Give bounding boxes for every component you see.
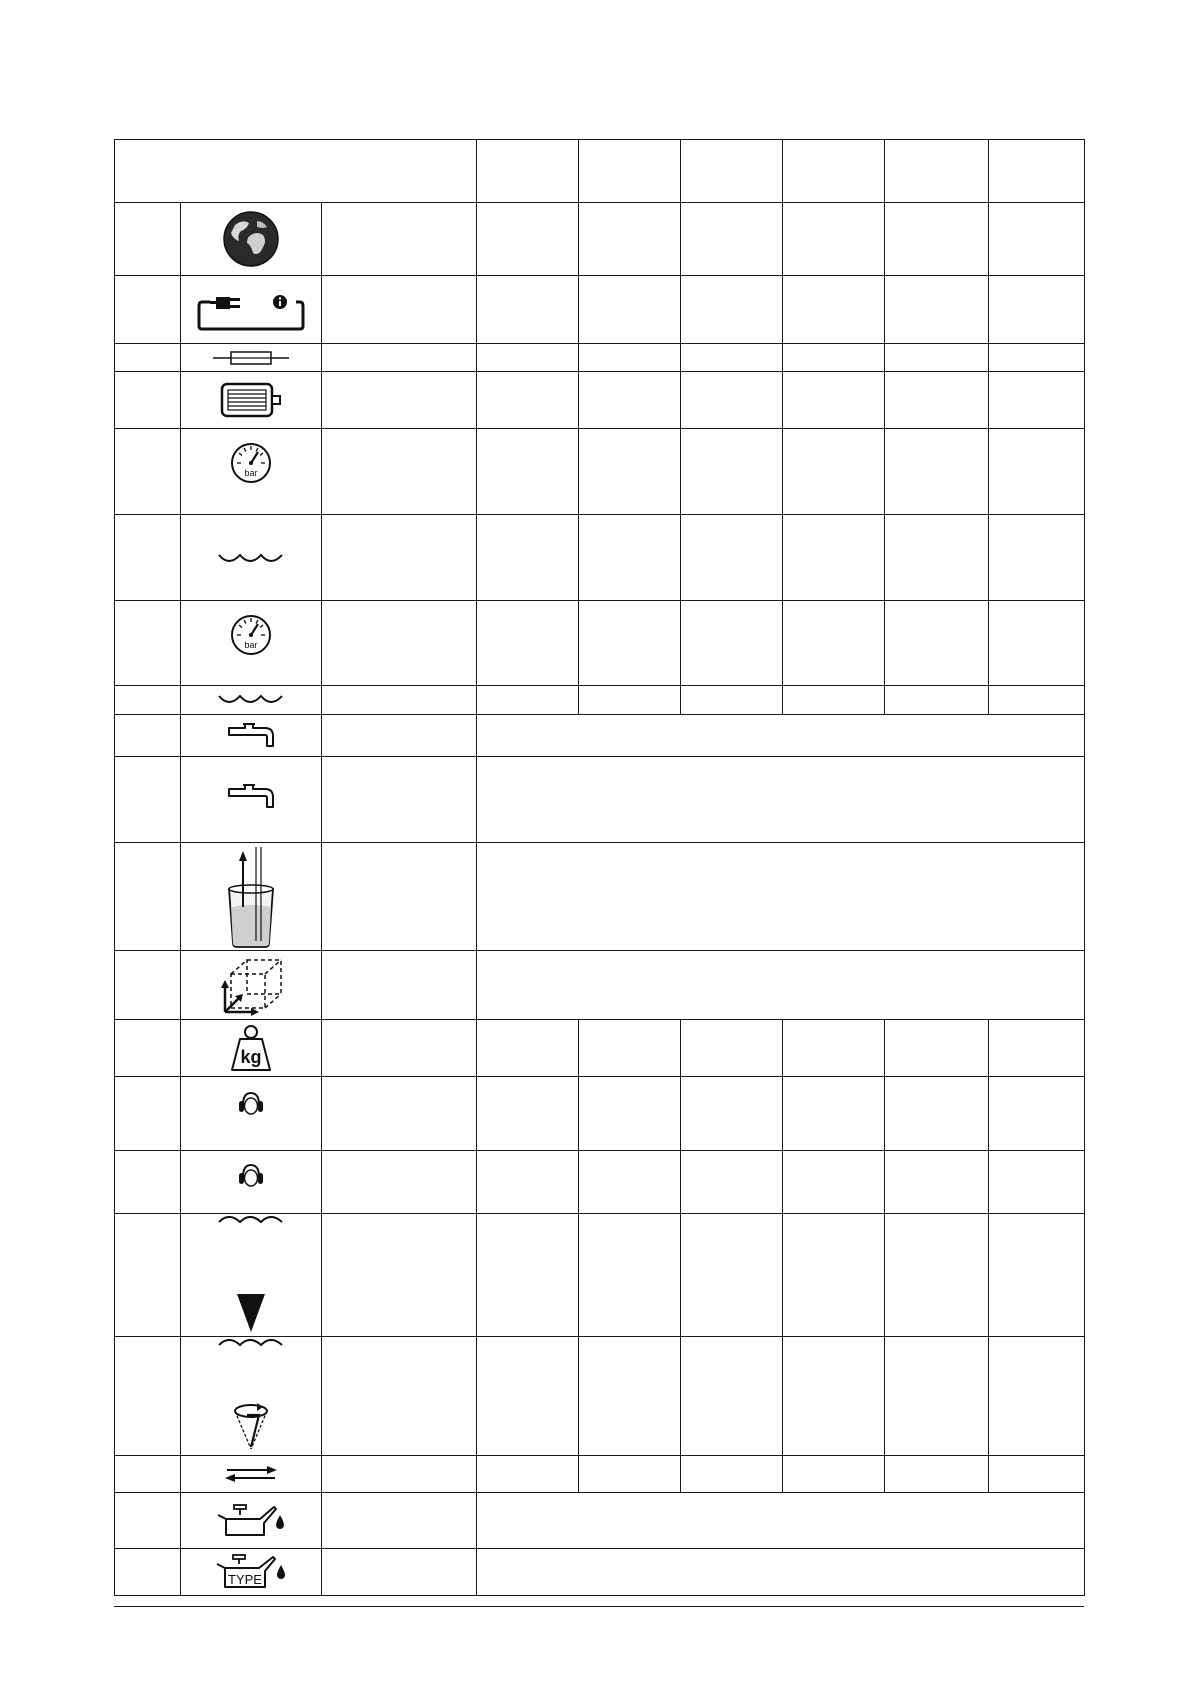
icon-cell — [181, 515, 322, 601]
pressure-gauge-bar-icon — [229, 441, 273, 485]
value-cell — [783, 686, 885, 715]
row-number-cell — [115, 1456, 181, 1493]
weight-kg-icon — [228, 1023, 274, 1073]
value-cell — [579, 686, 681, 715]
value-cell — [783, 1456, 885, 1493]
header-model-cell — [885, 140, 989, 203]
value-cell — [783, 429, 885, 515]
value-cell — [579, 344, 681, 372]
value-cell — [989, 344, 1085, 372]
value-cell — [989, 1214, 1085, 1337]
row-label — [322, 1077, 477, 1151]
table-row — [115, 601, 1085, 686]
value-cell — [681, 203, 783, 276]
value-cell — [885, 686, 989, 715]
value-cell — [681, 1151, 783, 1214]
value-cell — [579, 429, 681, 515]
icon-cell — [181, 686, 322, 715]
globe-icon — [221, 209, 281, 269]
flow-down-triangle-icon — [217, 1216, 285, 1334]
row-label — [322, 601, 477, 686]
value-cell — [783, 203, 885, 276]
icon-cell — [181, 1337, 322, 1456]
value-cell — [885, 515, 989, 601]
row-label — [322, 1456, 477, 1493]
value-cell — [989, 601, 1085, 686]
value-cell — [989, 1151, 1085, 1214]
value-cell — [477, 1337, 579, 1456]
icon-cell — [181, 429, 322, 515]
value-cell — [783, 1214, 885, 1337]
row-label — [322, 686, 477, 715]
row-label — [322, 203, 477, 276]
table-row — [115, 1456, 1085, 1493]
header-label-cell — [115, 140, 477, 203]
value-cell — [989, 276, 1085, 344]
value-cell — [579, 1077, 681, 1151]
row-number-cell — [115, 344, 181, 372]
row-label — [322, 843, 477, 951]
row-number-cell — [115, 515, 181, 601]
row-number-cell — [115, 843, 181, 951]
ear-protection-icon — [236, 1089, 266, 1119]
value-cell — [989, 1337, 1085, 1456]
icon-cell — [181, 1493, 322, 1549]
suction-glass-icon — [221, 845, 281, 949]
value-cell — [989, 429, 1085, 515]
row-number-cell — [115, 686, 181, 715]
row-label — [322, 715, 477, 757]
icon-cell — [181, 372, 322, 429]
icon-cell — [181, 203, 322, 276]
value-cell — [885, 1151, 989, 1214]
table-row — [115, 344, 1085, 372]
value-cell — [783, 1151, 885, 1214]
icon-cell — [181, 951, 322, 1020]
value-cell — [579, 1151, 681, 1214]
table-row — [115, 1337, 1085, 1456]
value-cell — [579, 276, 681, 344]
row-label — [322, 1337, 477, 1456]
value-cell — [989, 1456, 1085, 1493]
table-row — [115, 1549, 1085, 1596]
row-label — [322, 1549, 477, 1596]
header-model-cell — [989, 140, 1085, 203]
row-label — [322, 1020, 477, 1077]
row-number-cell — [115, 1020, 181, 1077]
value-cell — [477, 344, 579, 372]
svg-text:bar: bar — [244, 640, 258, 650]
table-row — [115, 1214, 1085, 1337]
icon-cell — [181, 1549, 322, 1596]
icon-cell — [181, 757, 322, 843]
value-cell — [681, 601, 783, 686]
table-row — [115, 276, 1085, 344]
value-cell — [579, 1337, 681, 1456]
value-cell — [885, 601, 989, 686]
table-row — [115, 1077, 1085, 1151]
value-cell — [477, 1077, 579, 1151]
value-cell — [885, 1337, 989, 1456]
merged-value-cell — [477, 843, 1085, 951]
table-row — [115, 372, 1085, 429]
technical-data-table — [114, 139, 1085, 1596]
power-plug-info-icon — [196, 288, 306, 332]
row-number-cell — [115, 1151, 181, 1214]
table-row — [115, 1493, 1085, 1549]
value-cell — [885, 276, 989, 344]
merged-value-cell — [477, 715, 1085, 757]
flow-rotation-icon — [217, 1339, 285, 1453]
row-number-cell — [115, 951, 181, 1020]
value-cell — [579, 1456, 681, 1493]
table-row — [115, 843, 1085, 951]
value-cell — [579, 203, 681, 276]
icon-cell — [181, 1214, 322, 1337]
header-model-cell — [681, 140, 783, 203]
svg-text:bar: bar — [244, 468, 258, 478]
value-cell — [783, 1077, 885, 1151]
row-number-cell — [115, 715, 181, 757]
value-cell — [477, 1456, 579, 1493]
icon-cell — [181, 1456, 322, 1493]
ear-protection-icon — [236, 1161, 266, 1191]
value-cell — [681, 686, 783, 715]
row-label — [322, 344, 477, 372]
value-cell — [681, 1077, 783, 1151]
header-model-cell — [579, 140, 681, 203]
row-number-cell — [115, 1549, 181, 1596]
table-row — [115, 757, 1085, 843]
row-label — [322, 429, 477, 515]
oil-can-icon — [216, 1501, 286, 1541]
icon-cell — [181, 1151, 322, 1214]
merged-value-cell — [477, 757, 1085, 843]
row-label — [322, 1493, 477, 1549]
icon-cell — [181, 601, 322, 686]
row-number-cell — [115, 372, 181, 429]
value-cell — [579, 515, 681, 601]
value-cell — [681, 1020, 783, 1077]
value-cell — [477, 276, 579, 344]
value-cell — [477, 203, 579, 276]
motor-icon — [218, 380, 284, 420]
icon-cell — [181, 276, 322, 344]
svg-text:kg: kg — [240, 1047, 262, 1067]
icon-cell — [181, 1077, 322, 1151]
pressure-gauge-bar-icon — [229, 613, 273, 657]
row-number-cell — [115, 429, 181, 515]
value-cell — [989, 203, 1085, 276]
value-cell — [783, 1337, 885, 1456]
row-number-cell — [115, 276, 181, 344]
row-number-cell — [115, 203, 181, 276]
svg-text:TYPE: TYPE — [228, 1572, 262, 1587]
value-cell — [477, 429, 579, 515]
value-cell — [681, 1214, 783, 1337]
value-cell — [681, 429, 783, 515]
row-number-cell — [115, 601, 181, 686]
value-cell — [989, 515, 1085, 601]
value-cell — [783, 372, 885, 429]
value-cell — [885, 203, 989, 276]
table-row — [115, 203, 1085, 276]
water-tap-icon — [225, 783, 277, 811]
value-cell — [477, 1151, 579, 1214]
fuse-icon — [213, 350, 289, 366]
value-cell — [783, 344, 885, 372]
icon-cell — [181, 344, 322, 372]
value-cell — [681, 1337, 783, 1456]
value-cell — [579, 1214, 681, 1337]
row-label — [322, 276, 477, 344]
value-cell — [783, 515, 885, 601]
value-cell — [989, 1077, 1085, 1151]
row-label — [322, 757, 477, 843]
value-cell — [477, 601, 579, 686]
merged-value-cell — [477, 951, 1085, 1020]
value-cell — [477, 372, 579, 429]
value-cell — [579, 372, 681, 429]
row-number-cell — [115, 757, 181, 843]
value-cell — [885, 1020, 989, 1077]
value-cell — [885, 344, 989, 372]
row-number-cell — [115, 1493, 181, 1549]
value-cell — [989, 686, 1085, 715]
row-label — [322, 372, 477, 429]
icon-cell — [181, 715, 322, 757]
value-cell — [885, 1214, 989, 1337]
header-model-cell — [783, 140, 885, 203]
direction-arrows-icon — [223, 1464, 279, 1484]
value-cell — [783, 601, 885, 686]
merged-value-cell — [477, 1549, 1085, 1596]
value-cell — [681, 276, 783, 344]
water-wave-icon — [217, 692, 285, 708]
value-cell — [477, 686, 579, 715]
value-cell — [681, 372, 783, 429]
table-row — [115, 1020, 1085, 1077]
value-cell — [681, 1456, 783, 1493]
value-cell — [681, 515, 783, 601]
row-label — [322, 1214, 477, 1337]
water-wave-icon — [217, 549, 285, 567]
value-cell — [477, 515, 579, 601]
table-row — [115, 951, 1085, 1020]
value-cell — [783, 1020, 885, 1077]
icon-cell — [181, 843, 322, 951]
value-cell — [579, 601, 681, 686]
header-model-cell — [477, 140, 579, 203]
oil-type-icon — [215, 1553, 287, 1591]
value-cell — [885, 1456, 989, 1493]
icon-cell — [181, 1020, 322, 1077]
value-cell — [885, 1077, 989, 1151]
table-row — [115, 515, 1085, 601]
value-cell — [477, 1214, 579, 1337]
value-cell — [579, 1020, 681, 1077]
row-label — [322, 1151, 477, 1214]
footer-divider — [114, 1606, 1084, 1607]
value-cell — [989, 372, 1085, 429]
table-row — [115, 686, 1085, 715]
table-row — [115, 429, 1085, 515]
value-cell — [885, 372, 989, 429]
row-label — [322, 951, 477, 1020]
row-number-cell — [115, 1077, 181, 1151]
table-header-row — [115, 140, 1085, 203]
water-tap-icon — [225, 722, 277, 750]
value-cell — [989, 1020, 1085, 1077]
dimensions-box-icon — [217, 954, 285, 1016]
merged-value-cell — [477, 1493, 1085, 1549]
table-row — [115, 715, 1085, 757]
value-cell — [783, 276, 885, 344]
table-row — [115, 1151, 1085, 1214]
value-cell — [681, 344, 783, 372]
row-number-cell — [115, 1214, 181, 1337]
value-cell — [885, 429, 989, 515]
row-number-cell — [115, 1337, 181, 1456]
value-cell — [477, 1020, 579, 1077]
row-label — [322, 515, 477, 601]
